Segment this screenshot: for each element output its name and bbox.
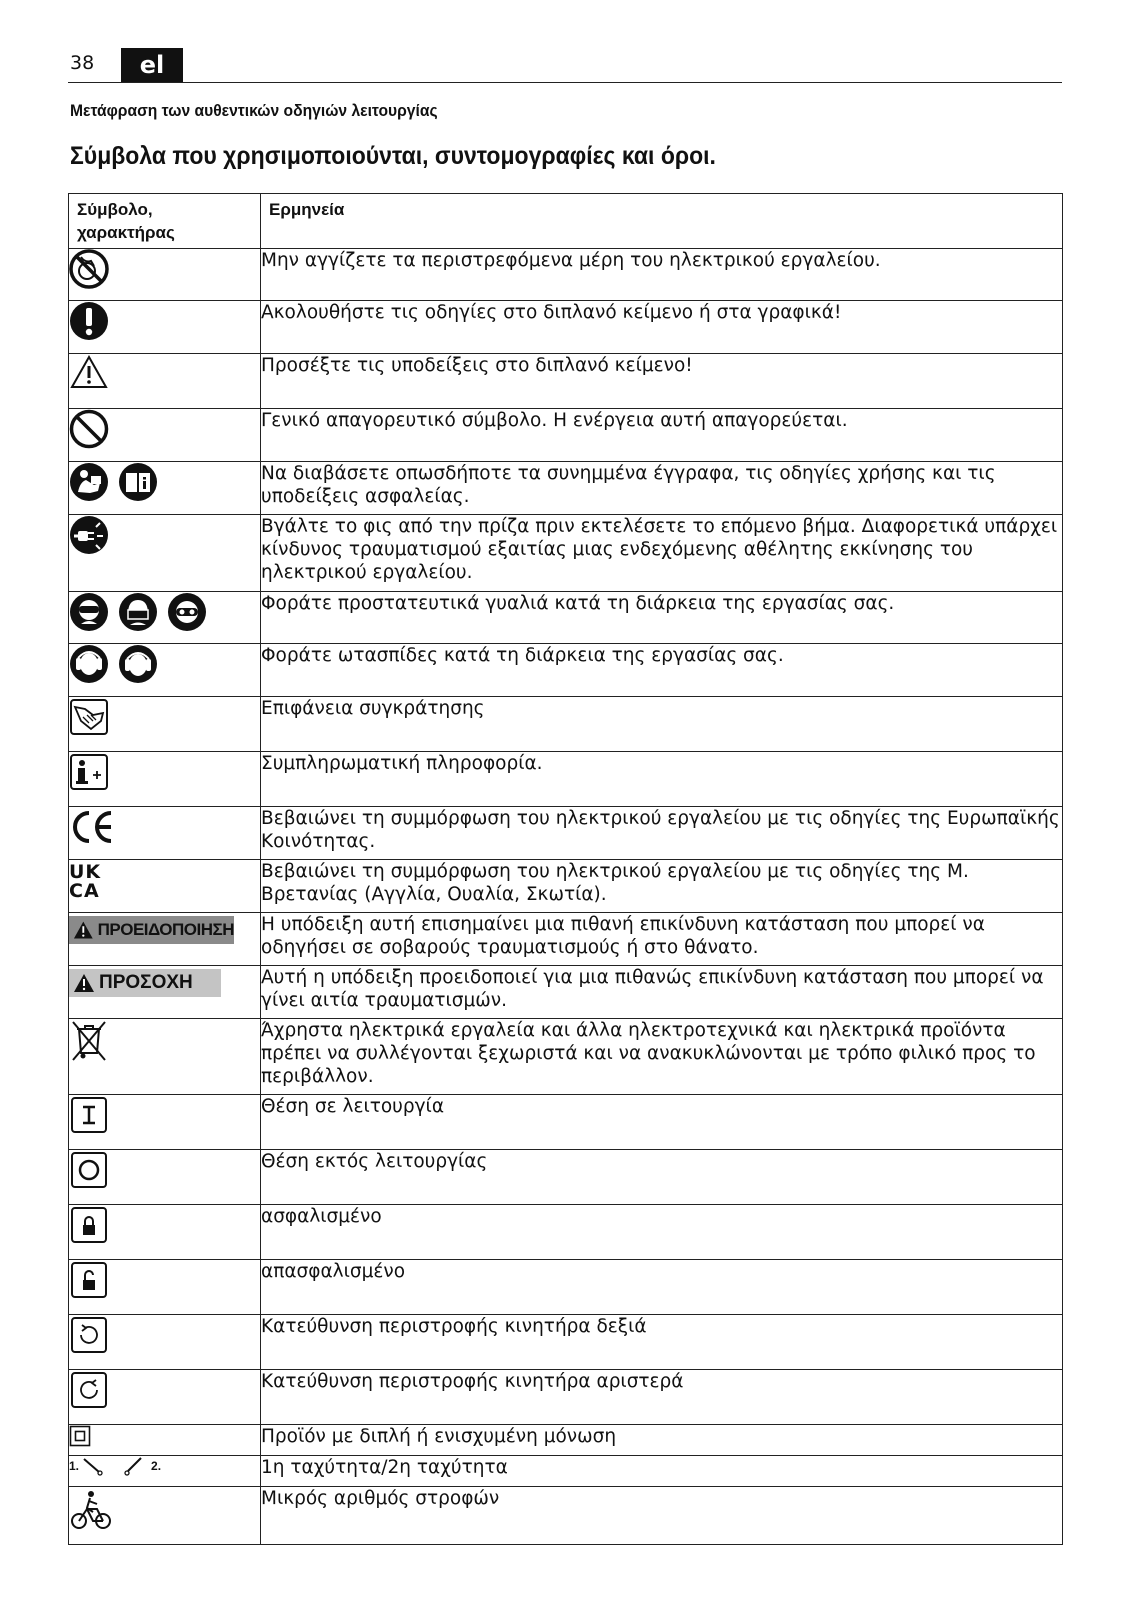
- table-row: [69, 807, 1063, 860]
- row-description: Βγάλτε το φις από την πρίζα πριν εκτελέσετε το επόμενο βήμα. Διαφορετικά υπάρχει κίνδυνος τραυματισμού εξαιτίας μιας ενδεχόμενης αθέλητης εκκίνησης του ηλεκτρικού εργαλείου.: [261, 515, 1063, 592]
- table-row: [69, 1370, 1063, 1425]
- prohibition-icon: [69, 409, 109, 449]
- row-description: Προσέξτε τις υποδείξεις στο διπλανό κείμενο!: [261, 354, 1063, 409]
- read-manual-book-icon: [118, 462, 158, 502]
- row-description: Γενικό απαγορευτικό σύμβολο. Η ενέργεια αυτή απαγορεύεται.: [261, 409, 1063, 462]
- row-description: Φοράτε προστατευτικά γυαλιά κατά τη διάρκεια της εργασίας σας.: [261, 592, 1063, 644]
- language-tag: el: [121, 48, 183, 83]
- rotate-counterclockwise-icon: [69, 1370, 109, 1410]
- mandatory-action-icon: [69, 301, 109, 341]
- ukca-line-1: UK: [69, 861, 102, 883]
- row-description: Συμπληρωματική πληροφορία.: [261, 752, 1063, 807]
- caution-badge: [69, 969, 221, 997]
- ukca-line-2: CA: [69, 880, 100, 902]
- ukca-mark-icon: [69, 863, 260, 901]
- warning-triangle-icon: [69, 354, 109, 390]
- table-row: [69, 1487, 1063, 1545]
- header-rule: [68, 82, 1062, 83]
- row-description: απασφαλισμένο: [261, 1260, 1063, 1315]
- table-row: [69, 1150, 1063, 1205]
- table-row: [69, 409, 1063, 462]
- unplug-icon: [69, 515, 109, 555]
- row-description: Φοράτε ωτασπίδες κατά τη διάρκεια της εργασίας σας.: [261, 644, 1063, 697]
- off-position-icon: [69, 1150, 109, 1190]
- row-description: Επιφάνεια συγκράτησης: [261, 697, 1063, 752]
- table-row: [69, 697, 1063, 752]
- row-description: 1η ταχύτητα/2η ταχύτητα: [261, 1456, 1063, 1487]
- rotate-clockwise-icon: [69, 1315, 109, 1355]
- row-description: Κατεύθυνση περιστροφής κινητήρα δεξιά: [261, 1315, 1063, 1370]
- table-row: [69, 1425, 1063, 1456]
- slow-speed-icon: [81, 1456, 105, 1476]
- table-row: [69, 1019, 1063, 1095]
- info-plus-icon: [69, 752, 109, 792]
- warning-badge-label: ΠΡΟΕΙΔΟΠΟΙΗΣΗ: [97, 920, 234, 939]
- table-row: [69, 592, 1063, 644]
- row-description: Θέση σε λειτουργία: [261, 1095, 1063, 1150]
- weee-bin-icon: [69, 1019, 109, 1063]
- table-row: [69, 644, 1063, 697]
- warning-triangle-icon: [73, 920, 94, 940]
- speed-1-2-icon: [69, 1456, 260, 1476]
- table-row: [69, 1095, 1063, 1150]
- table-row: [69, 1315, 1063, 1370]
- ce-mark-icon: [69, 807, 115, 847]
- table-row: [69, 1205, 1063, 1260]
- grip-surface-icon: [69, 697, 109, 737]
- header-meaning: Ερμηνεία: [261, 194, 1063, 249]
- table-row: [69, 354, 1063, 409]
- table-row: [69, 752, 1063, 807]
- document-subtitle: Μετάφραση των αυθεντικών οδηγιών λειτουργίας: [70, 101, 438, 120]
- table-row: [69, 249, 1063, 301]
- table-row: [69, 966, 1063, 1019]
- speed-1-label: 1.: [69, 1459, 80, 1473]
- table-row: [69, 1456, 1063, 1487]
- row-description: Κατεύθυνση περιστροφής κινητήρα αριστερά: [261, 1370, 1063, 1425]
- locked-icon: [69, 1205, 109, 1245]
- safety-goggles-icon: [69, 592, 109, 632]
- table-row: [69, 301, 1063, 354]
- row-description: Βεβαιώνει τη συμμόρφωση του ηλεκτρικού εργαλείου με τις οδηγίες της Ευρωπαϊκής Κοινότητας.: [261, 807, 1063, 860]
- ear-protection-icon: [69, 644, 109, 684]
- row-description: Αυτή η υπόδειξη προειδοποιεί για μια πιθανώς επικίνδυνη κατάσταση που μπορεί να γίνει αιτία τραυματισμών.: [261, 966, 1063, 1019]
- no-touching-rotating-parts-icon: [69, 249, 109, 289]
- row-description: ασφαλισμένο: [261, 1205, 1063, 1260]
- table-row: [69, 913, 1063, 966]
- headphones-protection-icon: [118, 644, 158, 684]
- table-row: [69, 515, 1063, 592]
- row-description: Να διαβάσετε οπωσδήποτε τα συνημμένα έγγραφα, τις οδηγίες χρήσης και τις υποδείξεις ασφαλείας.: [261, 462, 1063, 515]
- table-row: [69, 860, 1063, 913]
- read-manual-person-icon: [69, 462, 109, 502]
- low-speed-cyclist-icon: [69, 1487, 115, 1533]
- double-insulation-icon: [69, 1425, 91, 1447]
- row-description: Άχρηστα ηλεκτρικά εργαλεία και άλλα ηλεκτροτεχνικά και ηλεκτρικά προϊόντα πρέπει να συλλέγονται ξεχωριστά και να ανακυκλώνονται με τρόπο φιλικό προς το περιβάλλον.: [261, 1019, 1063, 1095]
- on-position-icon: [69, 1095, 109, 1135]
- warning-triangle-icon: [73, 973, 95, 993]
- row-description: Μικρός αριθμός στροφών: [261, 1487, 1063, 1545]
- unlocked-icon: [69, 1260, 109, 1300]
- row-description: Βεβαιώνει τη συμμόρφωση του ηλεκτρικού εργαλείου με τις οδηγίες της Μ. Βρετανίας (Αγγλία, Ουαλία, Σκωτία).: [261, 860, 1063, 913]
- warning-badge: [69, 916, 234, 944]
- row-description: Ακολουθήστε τις οδηγίες στο διπλανό κείμενο ή στα γραφικά!: [261, 301, 1063, 354]
- row-description: Προϊόν με διπλή ή ενισχυμένη μόνωση: [261, 1425, 1063, 1456]
- row-description: Θέση εκτός λειτουργίας: [261, 1150, 1063, 1205]
- row-description: Μην αγγίζετε τα περιστρεφόμενα μέρη του ηλεκτρικού εργαλείου.: [261, 249, 1063, 301]
- protective-glasses-icon: [167, 592, 207, 632]
- section-title: Σύμβολα που χρησιμοποιούνται, συντομογραφίες και όροι.: [70, 142, 716, 170]
- table-row: [69, 1260, 1063, 1315]
- speed-2-label: 2.: [151, 1459, 162, 1473]
- table-header-row: [69, 194, 1063, 249]
- row-description: Η υπόδειξη αυτή επισημαίνει μια πιθανή επικίνδυνη κατάσταση που μπορεί να οδηγήσει σε σοβαρούς τραυματισμούς ή στο θάνατο.: [261, 913, 1063, 966]
- table-row: [69, 462, 1063, 515]
- page-number: 38: [70, 52, 95, 74]
- header-symbol: Σύμβολο, χαρακτήρας: [69, 194, 261, 249]
- face-shield-icon: [118, 592, 158, 632]
- caution-badge-label: ΠΡΟΣΟΧΗ: [99, 972, 193, 993]
- fast-speed-icon: [123, 1456, 145, 1476]
- symbols-table: [68, 193, 1063, 1545]
